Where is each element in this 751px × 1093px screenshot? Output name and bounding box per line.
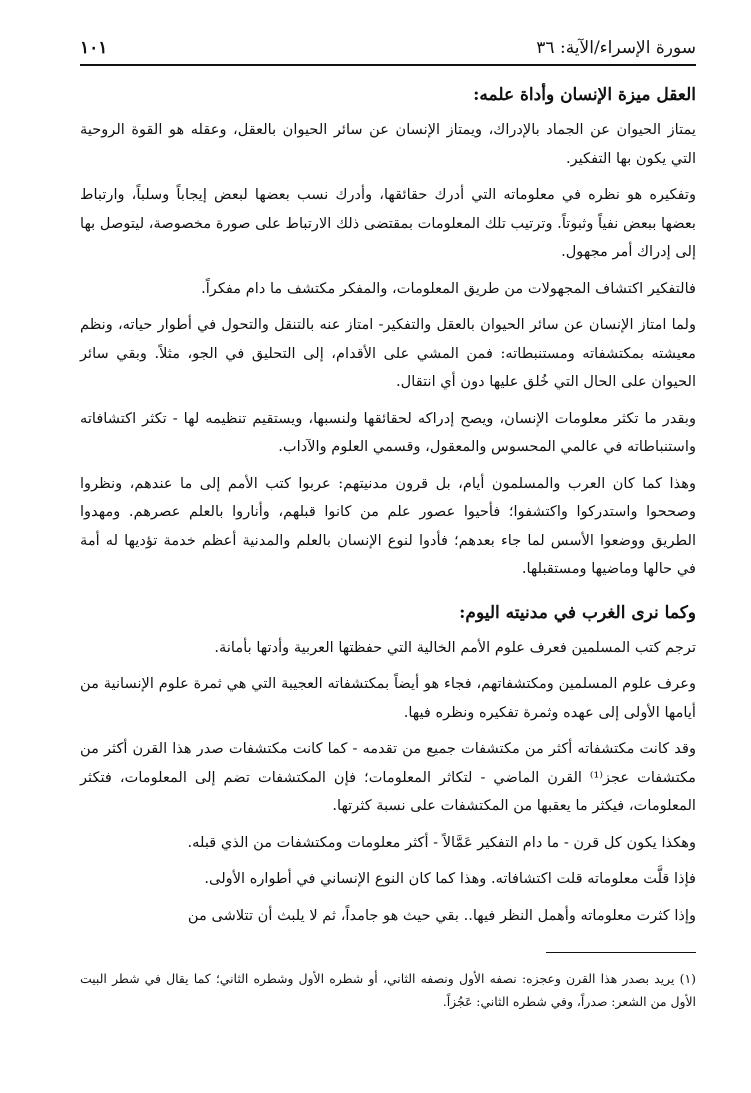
paragraph: وهذا كما كان العرب والمسلمون أيام، بل قرون مدنيتهم: عربوا كتب الأمم إلى ما عندهم، ونظروا وصححوا واستدركوا واكتشفوا؛ فأحيوا عصور علم من كانوا قبلهم، وأناروا بالعلم عصرهم. ومهدوا الطريق ووضعوا الأسس لما جاء بعدهم؛ فأدوا لنوع الإنسان بالعلم والمدنية أعظم خدمة تؤديها له أمة في حالها وماضيها ومستقبلها.: [80, 474, 696, 577]
footnote: (١) يريد بصدر هذا القرن وعجزه: نصفه الأول ونصفه الثاني، أو شطره الأول وشطره الثاني؛ كما يقال في شطر البيت الأول من الشعر: صدراً، وفي شطره الثاني: عَجُزاً.: [80, 971, 696, 1009]
paragraph: ترجم كتب المسلمين فعرف علوم الأمم الخالية التي حفظتها العربية وأدتها بأمانة.: [214, 638, 696, 656]
section-heading-west: وكما نرى الغرب في مدنيته اليوم:: [459, 602, 696, 623]
paragraph: وقد كانت مكتشفاته أكثر من مكتشفات جميع من تقدمه - كما كانت مكتشفات صدر هذا القرن أكثر من مكتشفات عجز⁽¹⁾ القرن الماضي - لتكاثر المعلومات؛ فإن المكتشفات تضم إلى المعلومات، فتكثر المعلومات، فيكثر ما يعقبها من المكتشفات على نسبة كثرتها.: [80, 740, 696, 814]
paragraph: يمتاز الحيوان عن الجماد بالإدراك، ويمتاز الإنسان عن سائر الحيوان بالعقل، وعقله هو القوة الروحية التي يكون بها التفكير.: [80, 121, 696, 167]
document-page: [80, 24, 696, 1013]
paragraph: فإذا قلَّت معلوماته قلت اكتشافاته. وهذا كما كان النوع الإنساني في أطواره الأولى.: [204, 870, 696, 887]
running-head: [80, 38, 696, 66]
section-heading-reason: العقل ميزة الإنسان وأداة علمه:: [473, 85, 696, 105]
running-head-title: سورة الإسراء/الآية: ٣٦: [536, 38, 696, 58]
footnote-divider: [546, 952, 696, 953]
paragraph: وبقدر ما تكثر معلومات الإنسان، ويصح إدراكه لحقائقها ولنسبها، ويستقيم تنظيمه لها - تكثر اكتشافاته واستنباطاته في عالمي المحسوس والمعقول، وقسمي العلوم والآداب.: [80, 409, 696, 455]
paragraph: وهكذا يكون كل قرن - ما دام التفكير عَمَّالاً - أكثر معلومات ومكتشفات من الذي قبله.: [187, 833, 696, 851]
paragraph: وعرف علوم المسلمين ومكتشفاتهم، فجاء هو أيضاً بمكتشفاته العجيبة التي هي ثمرة علوم الإنسانية من أيامها الأولى إلى عهده وثمرة تفكيره ونظره فيها.: [80, 675, 696, 721]
page-number: ١٠١: [80, 38, 108, 58]
paragraph: فالتفكير اكتشاف المجهولات من طريق المعلومات، والمفكر مكتشف ما دام مفكراً.: [201, 279, 696, 297]
paragraph: وإذا كثرت معلوماته وأهمل النظر فيها.. بقي حيث هو جامداً، ثم لا يلبث أن تتلاشى من: [187, 906, 696, 924]
paragraph: ولما امتاز الإنسان عن سائر الحيوان بالعقل والتفكير- امتاز عنه بالتنقل والتحول في أطوار حياته، ونظم معيشته بمكتشفاته ومستنبطاته: فمن المشي على الأقدام، إلى التحليق في الجو، مثلاً. وبقي سائر الحيوان على الحال التي خُلق عليها دون أي انتقال.: [80, 316, 696, 390]
paragraph: وتفكيره هو نظره في معلوماته التي أدرك حقائقها، وأدرك نسب بعضها لبعض إيجاباً وسلباً، وارتباط بعضها ببعض نفياً وثبوتاً. وترتيب تلك المعلومات بمقتضى ذلك الارتباط على صورة مخصوصة، ليتوصل بها إلى إدراك أمر مجهول.: [80, 186, 696, 260]
